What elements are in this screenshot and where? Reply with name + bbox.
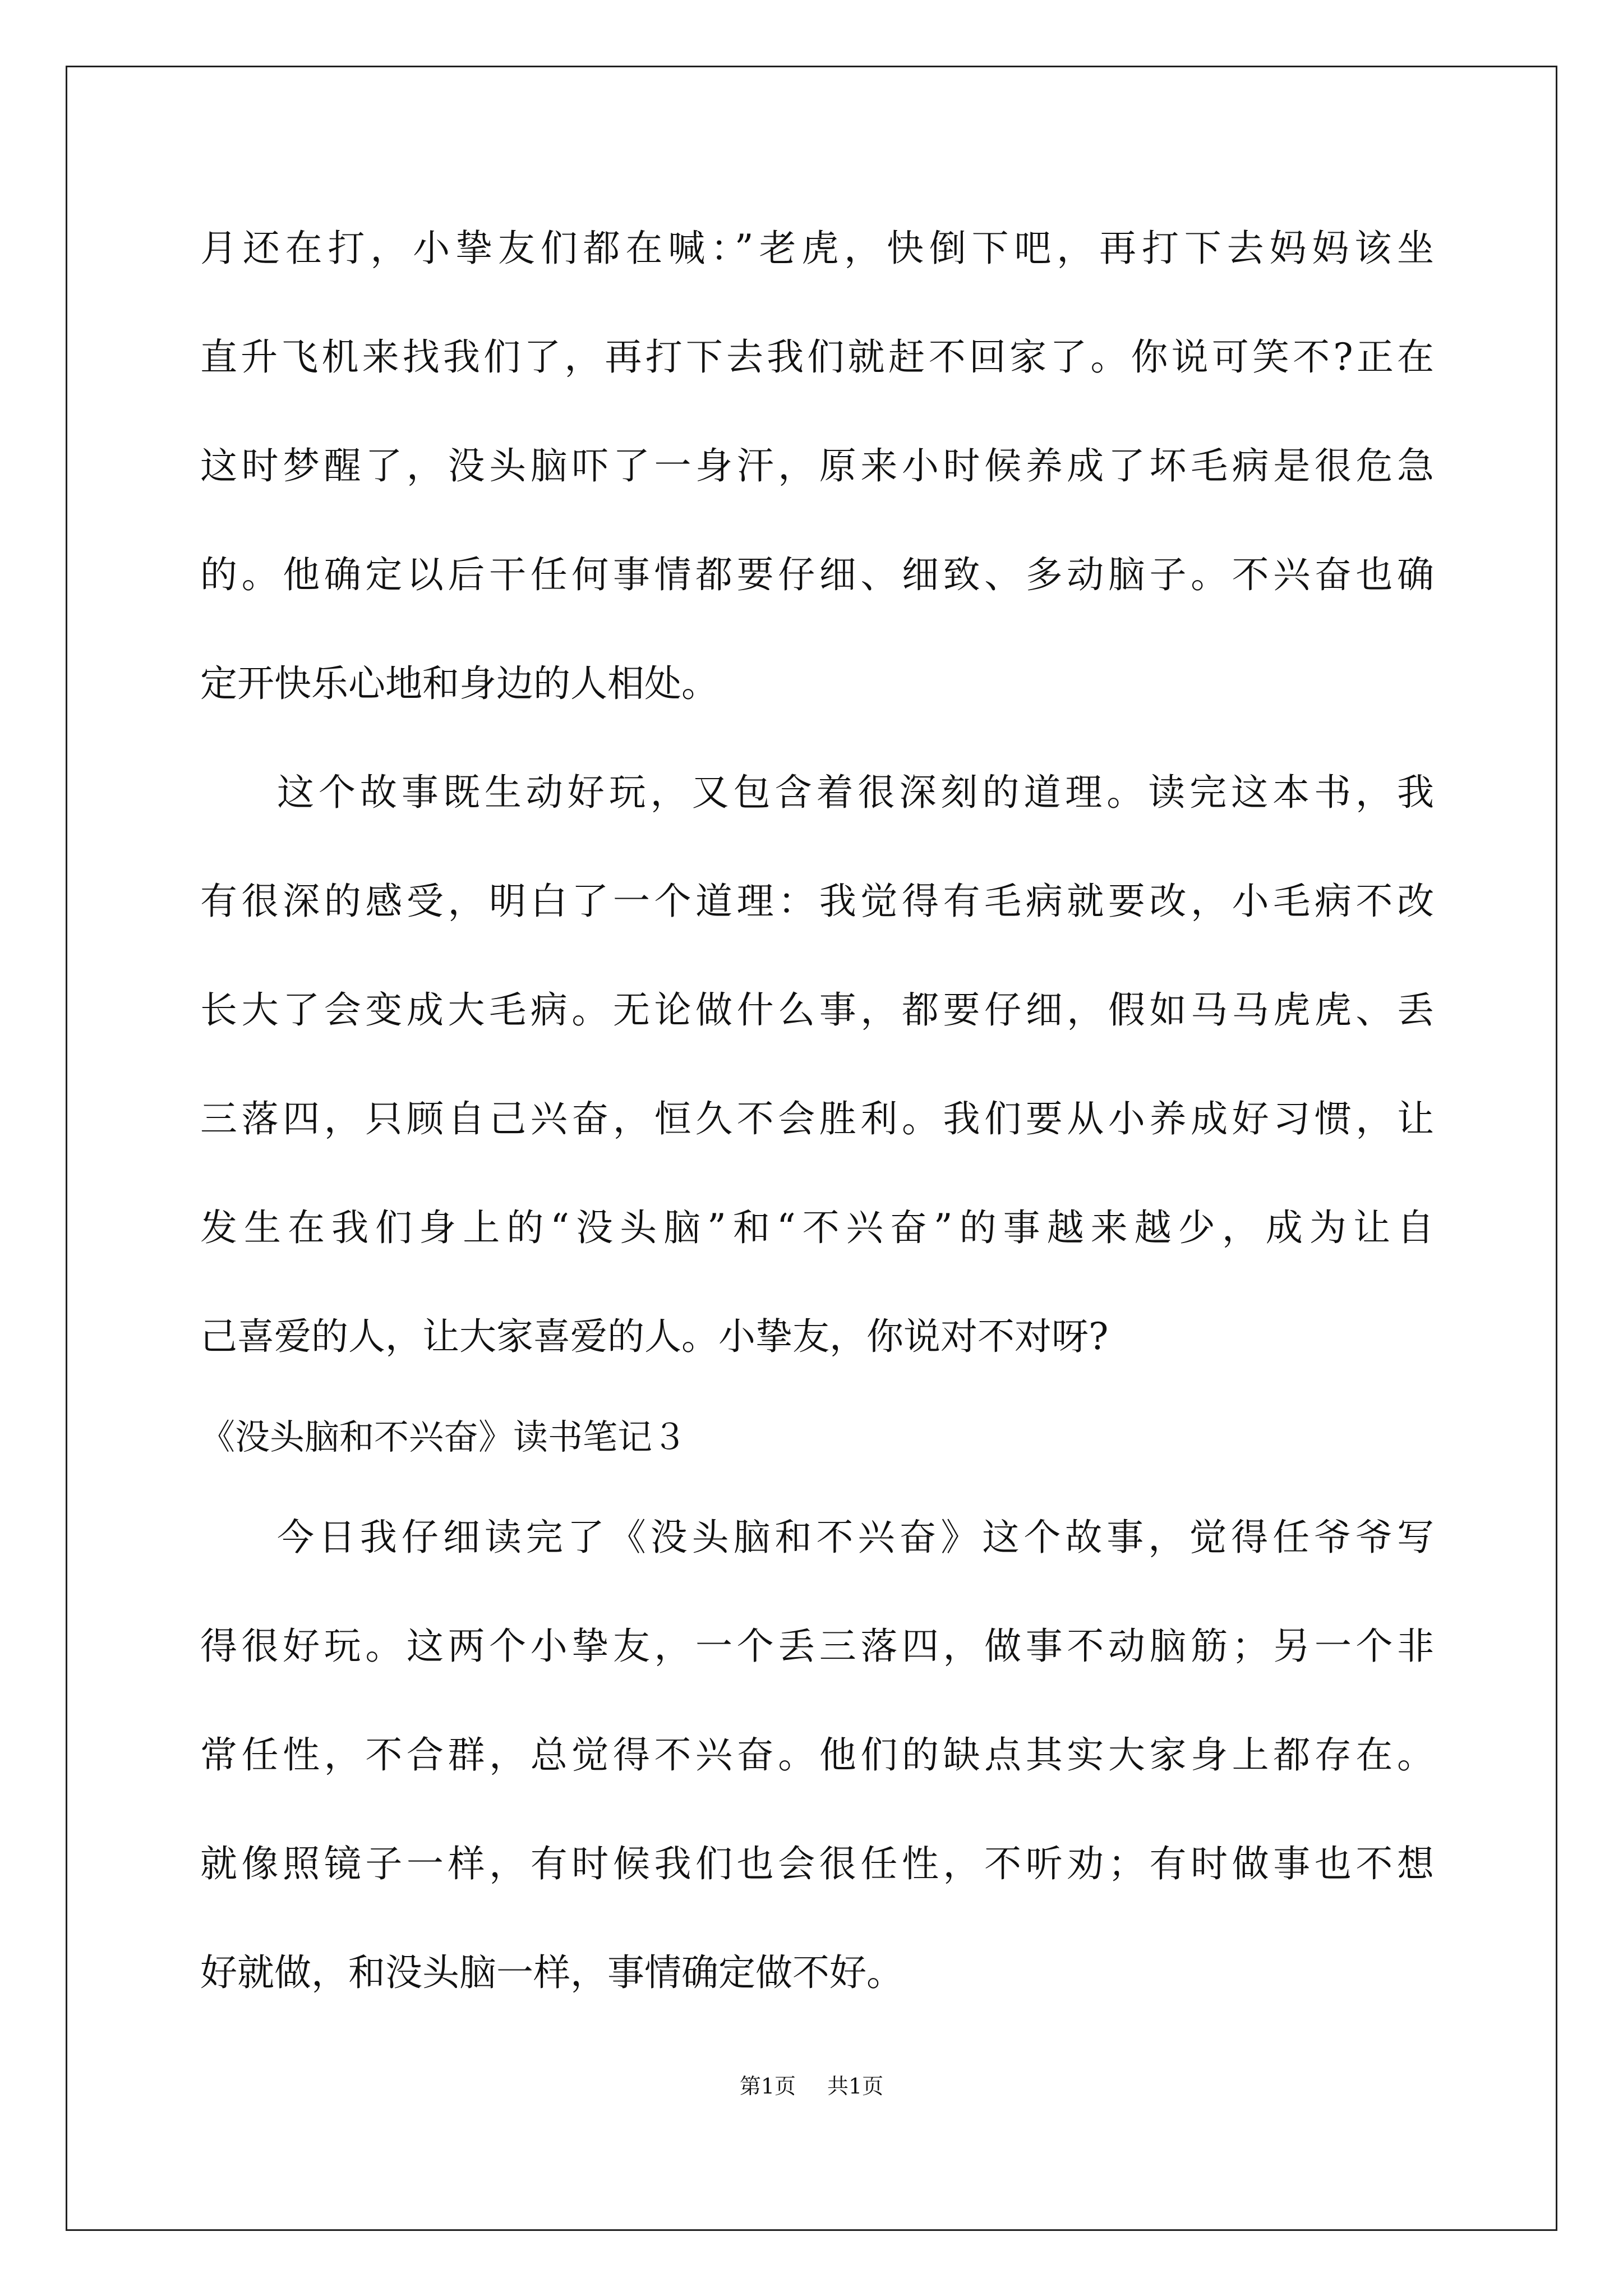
page-border [66, 66, 1557, 2231]
text-line-16: 就像照镜子一样，有时候我们也会很任性，不听劝；有时做事也不想 [200, 1842, 1434, 1885]
text-line-15: 常任性，不合群，总觉得不兴奋。他们的缺点其实大家身上都存在。 [200, 1733, 1434, 1777]
text-line-4: 的。他确定以后干任何事情都要仔细、细致、多动脑子。不兴奋也确 [200, 553, 1434, 596]
page-total: 共1页 [827, 2074, 884, 2099]
section-heading: 《没头脑和不兴奋》读书笔记３ [200, 1416, 688, 1457]
text-line-10: 发生在我们身上的“没头脑”和“不兴奋”的事越来越少，成为让自 [200, 1206, 1434, 1249]
text-line-11: 己喜爱的人，让大家喜爱的人。小挚友，你说对不对呀? [200, 1315, 1109, 1358]
text-line-17: 好就做，和没头脑一样，事情确定做不好。 [200, 1951, 903, 1994]
text-line-5: 定开快乐心地和身边的人相处。 [200, 662, 718, 705]
page-footer [0, 2072, 1623, 2100]
text-line-3: 这时梦醒了，没头脑吓了一身汗，原来小时候养成了坏毛病是很危急 [200, 444, 1434, 487]
text-line-14: 得很好玩。这两个小挚友，一个丢三落四，做事不动脑筋；另一个非 [200, 1625, 1434, 1668]
text-line-8: 长大了会变成大毛病。无论做什么事，都要仔细，假如马马虎虎、丢 [200, 988, 1434, 1032]
text-line-9: 三落四，只顾自己兴奋，恒久不会胜利。我们要从小养成好习惯，让 [200, 1097, 1434, 1140]
page-number: 第1页 [739, 2074, 796, 2099]
paragraph-start-line: 这个故事既生动好玩，又包含着很深刻的道理。读完这本书，我 [277, 771, 1434, 814]
text-line-1: 月还在打，小挚友们都在喊：”老虎，快倒下吧，再打下去妈妈该坐 [200, 227, 1434, 270]
paragraph-start-line: 今日我仔细读完了《没头脑和不兴奋》这个故事，觉得任爷爷写 [277, 1516, 1434, 1559]
text-line-2: 直升飞机来找我们了，再打下去我们就赶不回家了。你说可笑不?正在 [200, 335, 1434, 379]
text-line-7: 有很深的感受，明白了一个道理：我觉得有毛病就要改，小毛病不改 [200, 880, 1434, 923]
